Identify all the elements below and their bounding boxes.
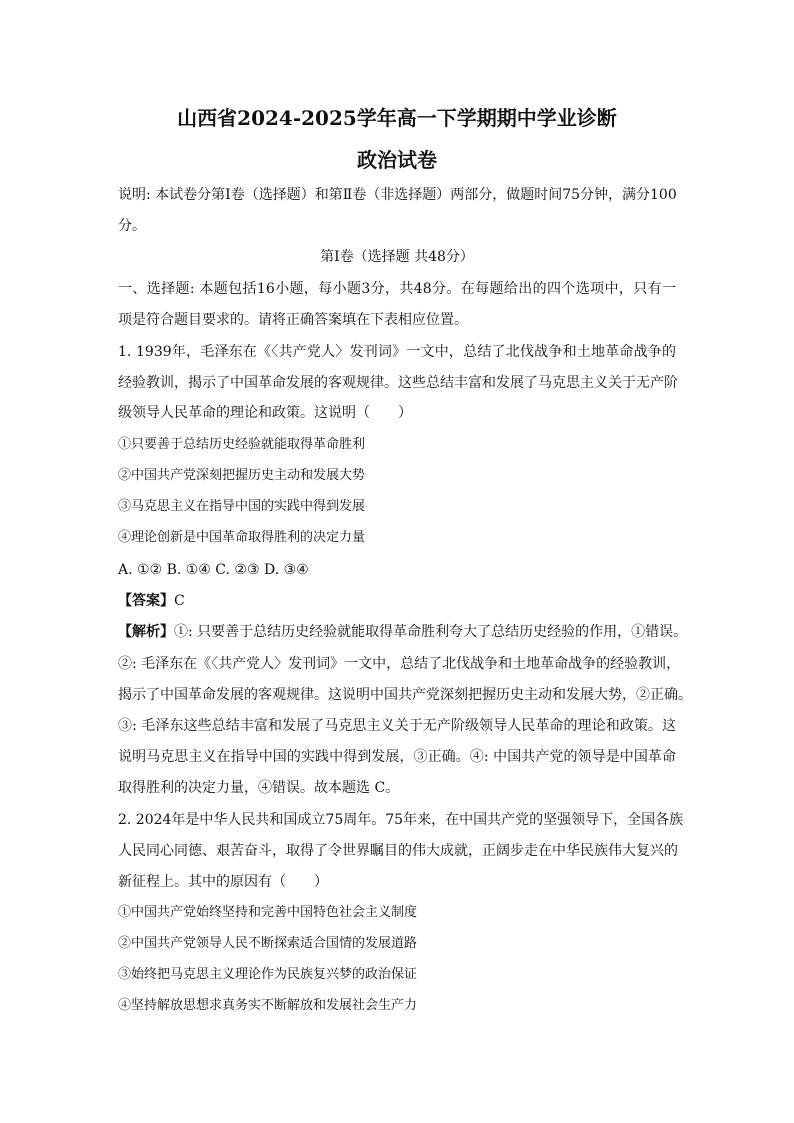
q2-option-2: ②中国共产党领导人民不断探索适合国情的发展道路 [118, 936, 418, 951]
exam-subtitle: 政治试卷 [357, 148, 437, 172]
answer-value: C [174, 593, 185, 609]
q2-option-1: ①中国共产党始终坚持和完善中国特色社会主义制度 [118, 905, 418, 920]
q1-analysis-line-5: 说明马克思主义在指导中国的实践中得到发展，③正确。④: 中国共产党的领导是中国革命 [118, 749, 676, 765]
section-intro-line-1: 一、选择题: 本题包括16小题，每小题3分，共48分。在每题给出的四个选项中，只有一 [118, 281, 676, 297]
q1-stem-line-1: 1. 1939年，毛泽东在《〈共产党人〉发刊词》一文中，总结了北伐战争和土地革命战争的 [118, 344, 676, 360]
q2-stem-line-2: 人民同心同德、艰苦奋斗，取得了令世界瞩目的伟大成就，正阔步走在中华民族伟大复兴的 [118, 843, 678, 859]
q2-stem-line-1: 2. 2024年是中华人民共和国成立75周年。75年来，在中国共产党的坚强领导下，全国各族 [118, 812, 684, 828]
q1-choices: A. ①② B. ①④ C. ②③ D. ③④ [118, 562, 309, 578]
q1-stem-line-3: 级领导人民革命的理论和政策。这说明（ ） [118, 405, 412, 421]
instructions-line-1: 说明: 本试卷分第Ⅰ卷（选择题）和第Ⅱ卷（非选择题）两部分，做题时间75分钟，满分100 [118, 187, 677, 203]
q2-option-4: ④坚持解放思想求真务实不断解放和发展社会生产力 [118, 998, 418, 1013]
q1-answer [118, 591, 185, 611]
answer-label: 【答案】 [118, 593, 174, 609]
exam-title: 山西省2024-2025学年高一下学期期中学业诊断 [177, 106, 617, 130]
q1-option-4: ④理论创新是中国革命取得胜利的决定力量 [118, 530, 366, 545]
q2-option-3: ③始终把马克思主义理论作为民族复兴梦的政治保证 [118, 967, 418, 982]
q1-analysis-line-3: 揭示了中国革命发展的客观规律。这说明中国共产党深刻把握历史主动和发展大势，②正确。 [118, 687, 692, 703]
q2-stem-line-3: 新征程上。其中的原因有（ ） [118, 874, 328, 890]
section-title: 第Ⅰ卷（选择题 共48分） [320, 249, 474, 265]
analysis-label: 【解析】 [118, 624, 174, 640]
q1-option-2: ②中国共产党深刻把握历史主动和发展大势 [118, 468, 366, 483]
q1-analysis-line-4: ③: 毛泽东这些总结丰富和发展了马克思主义关于无产阶级领导人民革命的理论和政策。这 [118, 718, 676, 734]
analysis-text-1: ①: 只要善于总结历史经验就能取得革命胜利夸大了总结历史经验的作用，①错误。 [174, 624, 688, 640]
q1-stem-line-2: 经验教训，揭示了中国革命发展的客观规律。这些总结丰富和发展了马克思主义关于无产阶 [118, 375, 678, 391]
section-intro-line-2: 项是符合题目要求的。请将正确答案填在下表相应位置。 [118, 312, 468, 328]
q1-option-3: ③马克思主义在指导中国的实践中得到发展 [118, 499, 366, 514]
instructions-line-2: 分。 [118, 218, 146, 234]
q1-analysis-line-2: ②: 毛泽东在《〈共产党人〉发刊词》一文中，总结了北伐战争和土地革命战争的经验教训， [118, 656, 681, 672]
q1-analysis-line-6: 取得胜利的决定力量，④错误。故本题选 C。 [118, 780, 400, 796]
q1-option-1: ①只要善于总结历史经验就能取得革命胜利 [118, 437, 366, 452]
q1-analysis-line-1 [118, 622, 688, 642]
